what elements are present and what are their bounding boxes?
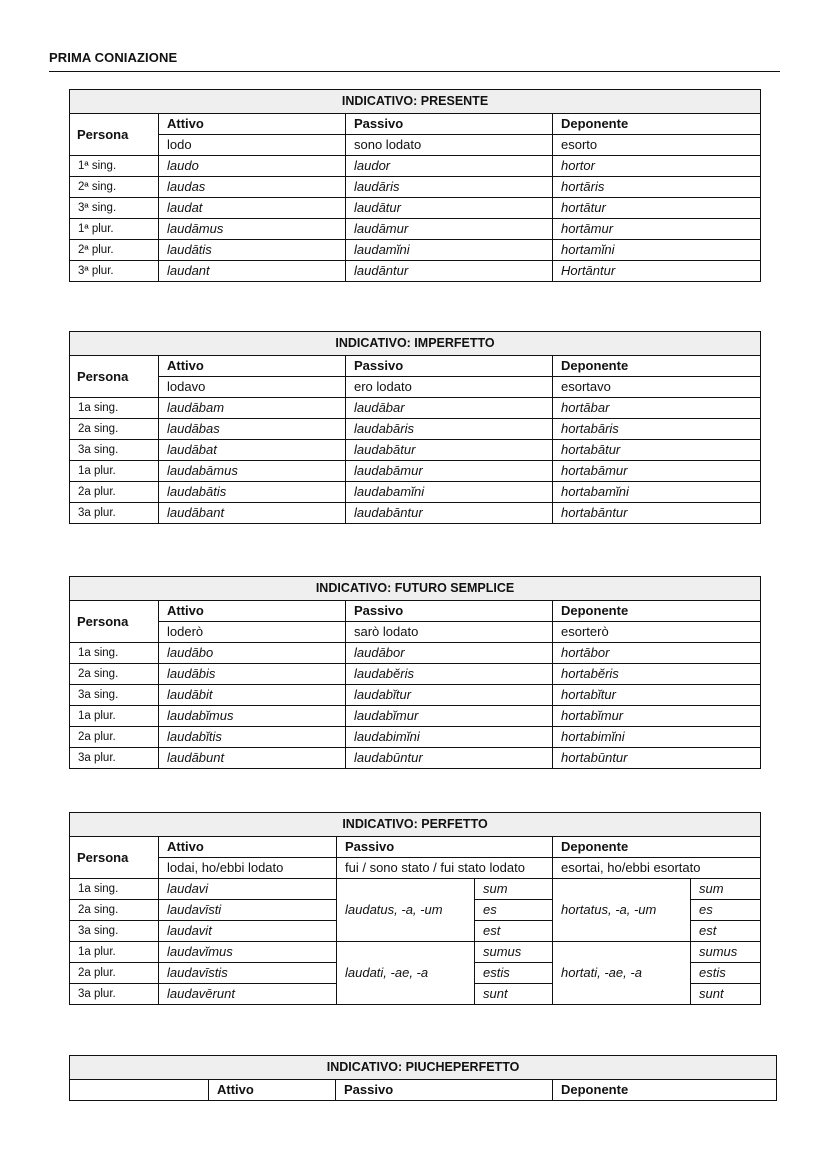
deponente-cell: hortabāris (553, 419, 761, 440)
persona-cell: 3a plur. (70, 748, 159, 769)
persona-cell: 2a sing. (70, 664, 159, 685)
passivo-cell: laudabĭtur (346, 685, 553, 706)
attivo-cell: laudavit (159, 921, 337, 942)
meaning-attivo: lodavo (159, 377, 346, 398)
aux-deponente-cell: sunt (691, 984, 761, 1005)
participle-passivo-plur: laudati, -ae, -a (337, 942, 475, 1005)
passivo-cell: laudor (346, 156, 553, 177)
attivo-cell: laudābam (159, 398, 346, 419)
attivo-cell: laudābis (159, 664, 346, 685)
passivo-cell: laudābor (346, 643, 553, 664)
passivo-header: Passivo (337, 837, 553, 858)
persona-cell: 1a sing. (70, 643, 159, 664)
attivo-cell: laudābant (159, 503, 346, 524)
passivo-header: Passivo (336, 1080, 553, 1101)
table-row (70, 156, 761, 177)
persona-header: Persona (70, 601, 159, 643)
deponente-cell: hortabāmur (553, 461, 761, 482)
table-perfetto (69, 812, 761, 1005)
table-row (70, 440, 761, 461)
attivo-cell: laudabātis (159, 482, 346, 503)
aux-passivo-cell: es (475, 900, 553, 921)
attivo-cell: laudābit (159, 685, 346, 706)
persona-cell: 3ª plur. (70, 261, 159, 282)
passivo-cell: laudāris (346, 177, 553, 198)
aux-passivo-cell: sunt (475, 984, 553, 1005)
passivo-cell: laudabāntur (346, 503, 553, 524)
table-row (70, 198, 761, 219)
deponente-cell: hortamĭni (553, 240, 761, 261)
meaning-deponente: esortai, ho/ebbi esortato (553, 858, 761, 879)
attivo-cell: laudābunt (159, 748, 346, 769)
table-row (70, 482, 761, 503)
persona-cell: 3a plur. (70, 503, 159, 524)
attivo-header: Attivo (159, 114, 346, 135)
meaning-attivo: lodo (159, 135, 346, 156)
persona-cell: 3a plur. (70, 984, 159, 1005)
attivo-cell: laudābat (159, 440, 346, 461)
passivo-cell: laudābar (346, 398, 553, 419)
deponente-cell: hortabimĭni (553, 727, 761, 748)
deponente-cell: hortabĕris (553, 664, 761, 685)
passivo-header: Passivo (346, 114, 553, 135)
aux-deponente-cell: sum (691, 879, 761, 900)
meaning-attivo: lodai, ho/ebbi lodato (159, 858, 337, 879)
persona-header: Persona (70, 837, 159, 879)
meaning-deponente: esorterò (553, 622, 761, 643)
passivo-cell: laudabĭmur (346, 706, 553, 727)
meaning-deponente: esorto (553, 135, 761, 156)
persona-cell: 1a plur. (70, 942, 159, 963)
deponente-cell: hortābar (553, 398, 761, 419)
deponente-cell: hortabātur (553, 440, 761, 461)
attivo-cell: laudabĭtis (159, 727, 346, 748)
persona-cell: 1a plur. (70, 706, 159, 727)
persona-header: Persona (70, 114, 159, 156)
meaning-passivo: sarò lodato (346, 622, 553, 643)
passivo-cell: laudabātur (346, 440, 553, 461)
meaning-attivo: loderò (159, 622, 346, 643)
aux-passivo-cell: estis (475, 963, 553, 984)
deponente-header: Deponente (553, 1080, 777, 1101)
attivo-cell: laudat (159, 198, 346, 219)
attivo-header: Attivo (159, 837, 337, 858)
meaning-deponente: esortavo (553, 377, 761, 398)
table-futuro-semplice (69, 576, 761, 769)
attivo-cell: laudavīsti (159, 900, 337, 921)
heading-rule (49, 71, 780, 72)
page-heading: PRIMA CONIAZIONE (49, 50, 178, 65)
passivo-cell: laudabamĭni (346, 482, 553, 503)
table-row (70, 219, 761, 240)
deponente-cell: hortabĭmur (553, 706, 761, 727)
passivo-cell: laudāntur (346, 261, 553, 282)
deponente-cell: hortābor (553, 643, 761, 664)
persona-header: Persona (70, 356, 159, 398)
attivo-cell: laudāmus (159, 219, 346, 240)
deponente-cell: hortabamĭni (553, 482, 761, 503)
table-row (70, 643, 761, 664)
persona-cell: 2ª plur. (70, 240, 159, 261)
deponente-cell: hortor (553, 156, 761, 177)
aux-passivo-cell: sum (475, 879, 553, 900)
aux-deponente-cell: es (691, 900, 761, 921)
table-row (70, 177, 761, 198)
persona-cell: 3ª sing. (70, 198, 159, 219)
persona-cell: 2ª sing. (70, 177, 159, 198)
passivo-header: Passivo (346, 601, 553, 622)
passivo-cell: laudabĕris (346, 664, 553, 685)
deponente-cell: Hortāntur (553, 261, 761, 282)
attivo-cell: laudo (159, 156, 346, 177)
aux-deponente-cell: estis (691, 963, 761, 984)
deponente-header: Deponente (553, 601, 761, 622)
persona-cell: 2a plur. (70, 482, 159, 503)
table-row (70, 398, 761, 419)
table-row (70, 727, 761, 748)
passivo-cell: laudabimĭni (346, 727, 553, 748)
attivo-cell: laudavīstis (159, 963, 337, 984)
table-title: INDICATIVO: IMPERFETTO (70, 332, 761, 356)
persona-cell: 3a sing. (70, 440, 159, 461)
attivo-cell: laudātis (159, 240, 346, 261)
deponente-cell: hortabĭtur (553, 685, 761, 706)
attivo-header: Attivo (209, 1080, 336, 1101)
deponente-header: Deponente (553, 356, 761, 377)
table-row (70, 685, 761, 706)
meaning-passivo: sono lodato (346, 135, 553, 156)
passivo-header: Passivo (346, 356, 553, 377)
table-row (70, 664, 761, 685)
meaning-passivo: fui / sono stato / fui stato lodato (337, 858, 553, 879)
table-title: INDICATIVO: PRESENTE (70, 90, 761, 114)
deponente-cell: hortabūntur (553, 748, 761, 769)
attivo-cell: laudas (159, 177, 346, 198)
passivo-cell: laudātur (346, 198, 553, 219)
attivo-cell: laudābas (159, 419, 346, 440)
table-title: INDICATIVO: PIUCHEPERFETTO (70, 1056, 777, 1080)
attivo-cell: laudabĭmus (159, 706, 346, 727)
aux-passivo-cell: sumus (475, 942, 553, 963)
deponente-header: Deponente (553, 114, 761, 135)
attivo-cell: laudābo (159, 643, 346, 664)
table-imperfetto (69, 331, 761, 524)
deponente-cell: hortātur (553, 198, 761, 219)
meaning-passivo: ero lodato (346, 377, 553, 398)
passivo-cell: laudabūntur (346, 748, 553, 769)
persona-cell: 2a sing. (70, 419, 159, 440)
table-row (70, 942, 761, 963)
table-row (70, 261, 761, 282)
attivo-header: Attivo (159, 601, 346, 622)
aux-deponente-cell: est (691, 921, 761, 942)
passivo-cell: laudāmur (346, 219, 553, 240)
persona-cell: 3a sing. (70, 685, 159, 706)
passivo-cell: laudamĭni (346, 240, 553, 261)
attivo-header: Attivo (159, 356, 346, 377)
table-title: INDICATIVO: FUTURO SEMPLICE (70, 577, 761, 601)
participle-deponente-sing: hortatus, -a, -um (553, 879, 691, 942)
table-presente (69, 89, 761, 282)
persona-cell: 1a plur. (70, 461, 159, 482)
aux-passivo-cell: est (475, 921, 553, 942)
table-piucheperfetto (69, 1055, 777, 1101)
deponente-cell: hortāmur (553, 219, 761, 240)
persona-cell: 2a sing. (70, 900, 159, 921)
table-row (70, 879, 761, 900)
persona-cell: 1ª plur. (70, 219, 159, 240)
persona-cell: 1a sing. (70, 398, 159, 419)
deponente-cell: hortabāntur (553, 503, 761, 524)
aux-deponente-cell: sumus (691, 942, 761, 963)
table-row (70, 419, 761, 440)
attivo-cell: laudant (159, 261, 346, 282)
persona-cell: 1ª sing. (70, 156, 159, 177)
table-row (70, 240, 761, 261)
deponente-cell: hortāris (553, 177, 761, 198)
attivo-cell: laudavĭmus (159, 942, 337, 963)
table-row (70, 461, 761, 482)
table-row (70, 748, 761, 769)
deponente-header: Deponente (553, 837, 761, 858)
participle-deponente-plur: hortati, -ae, -a (553, 942, 691, 1005)
table-title: INDICATIVO: PERFETTO (70, 813, 761, 837)
persona-cell: 3a sing. (70, 921, 159, 942)
participle-passivo-sing: laudatus, -a, -um (337, 879, 475, 942)
persona-cell: 1a sing. (70, 879, 159, 900)
table-row (70, 503, 761, 524)
persona-header-empty (70, 1080, 209, 1101)
passivo-cell: laudabāmur (346, 461, 553, 482)
attivo-cell: laudavi (159, 879, 337, 900)
persona-cell: 2a plur. (70, 963, 159, 984)
passivo-cell: laudabāris (346, 419, 553, 440)
table-row (70, 706, 761, 727)
persona-cell: 2a plur. (70, 727, 159, 748)
attivo-cell: laudabāmus (159, 461, 346, 482)
attivo-cell: laudavērunt (159, 984, 337, 1005)
